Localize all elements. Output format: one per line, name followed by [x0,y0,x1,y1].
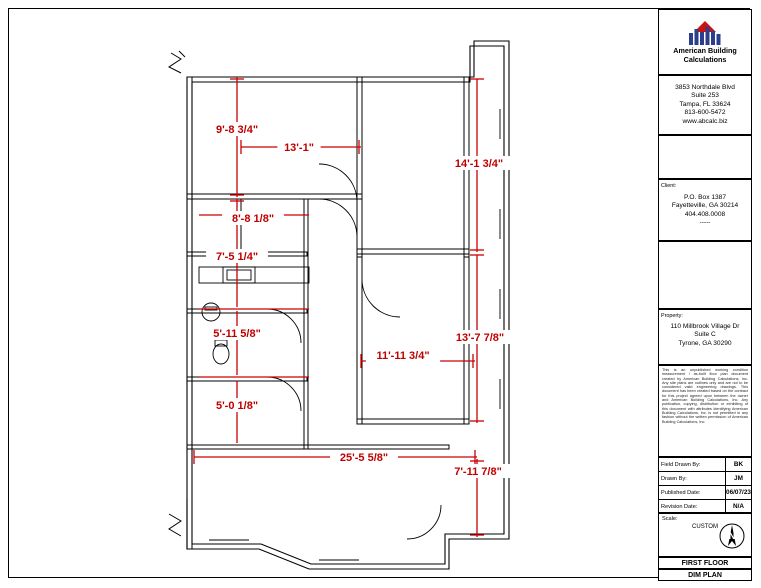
dimension-label [330,450,398,464]
property-line: 110 Millbrook Village Dr [670,323,740,330]
address-phone: 813-600-5472 [684,109,726,117]
floor-label-box [658,557,752,569]
address-line: Tampa, FL 33624 [679,100,731,108]
svg-text:5'-0 1/8": 5'-0 1/8" [215,400,259,412]
legal-disclaimer-box [658,365,752,457]
svg-text:13'-1": 13'-1" [284,142,314,154]
scale-box [658,513,752,557]
property-label: Property: [661,313,683,319]
title-block [658,9,752,577]
client-box [658,179,752,241]
property-line: Suite C [694,331,716,339]
plan-break-lines [169,51,185,536]
company-address-box [658,75,752,135]
svg-text:14'-1 3/4": 14'-1 3/4" [454,158,504,170]
svg-text:9'-8 3/4": 9'-8 3/4" [215,124,259,136]
address-line: 3853 Northdale Blvd [675,83,735,91]
address-line: Suite 253 [691,92,719,100]
dimension-label [446,330,514,344]
blank-box-lower [658,241,752,309]
legal-disclaimer-text: This is an unpublished working condition measurement / as-built floor plan document created by American Building Calculations, Inc. Any site plans are outlines only and are not to be considered valid engineering drawings. This document has been created based on the contract for this project agreed upon between the owner and American Building Calculations, Inc. Any publication, copying, distribution or exhibiting of this document with attributes identifying American Building Calculations, Inc. is not permitted in any fashion without the written permission of American Building Calculations, Inc. [662,368,748,424]
dimension-label [222,211,284,225]
client-line: P.O. Box 1387 [683,194,727,201]
revision-rows-box [658,457,752,513]
plan-label: DIM PLAN [688,571,722,579]
dimension-label [206,249,268,263]
revision-date-value: N/A [725,500,751,514]
drawn-by-value: JM [725,472,751,485]
table-row [659,486,751,500]
floor-plan-svg [9,9,654,577]
table-row [659,458,751,472]
published-date-value: 06/07/23 [725,486,751,499]
client-line: ----- [699,219,711,227]
dimension-label [203,326,271,340]
dimension-label [445,156,513,170]
svg-text:11'-11 3/4": 11'-11 3/4" [376,350,430,362]
table-row [659,472,751,486]
plan-walls [187,41,509,569]
dimension-labels [203,122,514,478]
table-row [659,500,751,514]
dimension-label [277,140,320,154]
property-box [658,309,752,365]
dimension-label [206,122,268,136]
dimension-label [206,398,268,412]
dimension-label [444,464,512,478]
svg-text:8'-8 1/8": 8'-8 1/8" [231,213,275,225]
scale-value: CUSTOM [692,524,718,530]
blank-box-upper [658,135,752,179]
field-drawn-by-value: BK [725,458,751,471]
logo-box [658,9,752,75]
svg-text:5'-11 5/8": 5'-11 5/8" [213,328,261,340]
svg-text:13'-7 7/8": 13'-7 7/8" [455,332,505,344]
published-date-label: Published Date: [661,489,701,496]
svg-text:7'-5 1/4": 7'-5 1/4" [215,251,259,263]
plan-fixtures [199,267,309,364]
address-website[interactable]: www.abcalc.biz [682,117,728,125]
svg-text:25'-5 5/8": 25'-5 5/8" [339,452,389,464]
client-line: 404.408.0008 [684,210,726,218]
plan-label-box [658,569,752,581]
scale-label: Scale: [662,516,678,522]
company-name-line2: Calculations [683,54,727,64]
revision-date-label: Revision Date: [661,503,698,510]
plan-partitions [187,77,469,549]
svg-text:N: N [728,531,736,541]
company-name-line1: American Building [673,46,737,56]
client-label: Client: [661,183,677,189]
floor-label: FIRST FLOOR [681,559,729,567]
drawn-by-label: Drawn By: [661,475,687,482]
building-logo-icon [685,20,725,46]
dimension-lines [194,77,484,537]
property-line: Tyrone, GA 30290 [678,339,732,347]
svg-text:7'-11 7/8": 7'-11 7/8" [454,466,502,478]
client-line: Fayetteville, GA 30214 [671,202,739,210]
floor-plan-area [9,9,654,577]
field-drawn-by-label: Field Drawn By: [661,461,701,468]
north-arrow-icon [718,522,746,550]
dimension-label [366,348,440,362]
